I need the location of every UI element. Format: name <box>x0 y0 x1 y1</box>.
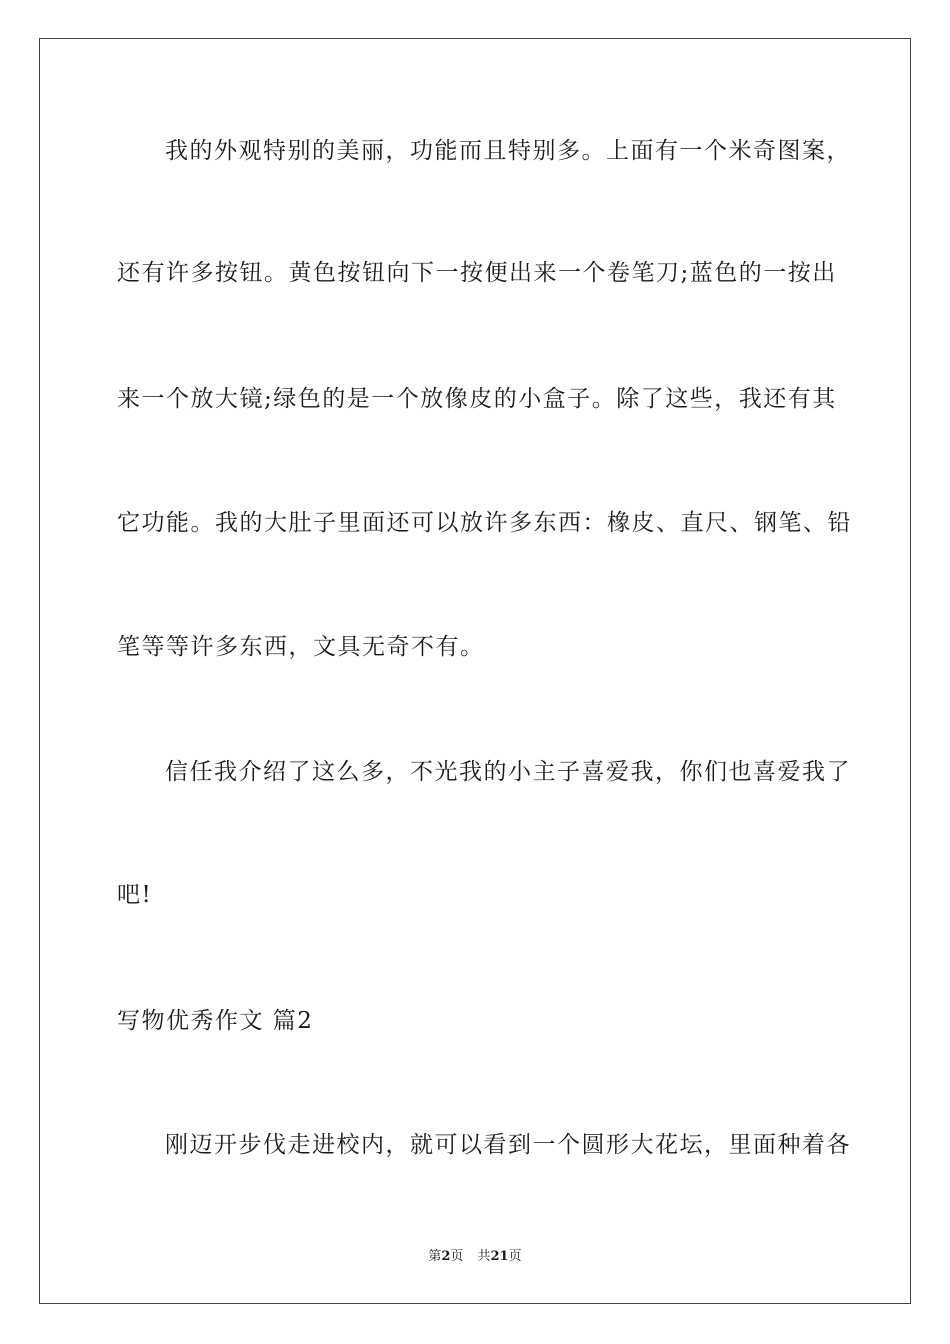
footer-total-suffix: 页 <box>508 1249 522 1264</box>
footer-page-prefix: 第 <box>428 1249 442 1264</box>
paragraph-line-1: 我的外观特别的美丽，功能而且特别多。上面有一个米奇图案， <box>165 138 851 164</box>
page-border <box>39 38 911 1304</box>
paragraph-line-6: 信任我介绍了这么多，不光我的小主子喜爱我，你们也喜爱我了 <box>165 759 851 785</box>
paragraph-line-8: 刚迈开步伐走进校内，就可以看到一个圆形大花坛，里面种着各 <box>165 1132 851 1158</box>
footer-page-suffix: 页 <box>450 1249 464 1264</box>
page-footer <box>0 1248 950 1266</box>
footer-page-number: 2 <box>441 1249 451 1264</box>
section-heading: 写物优秀作文 篇2 <box>117 1008 314 1034</box>
footer-total-prefix: 共 <box>477 1249 491 1264</box>
paragraph-line-3: 来一个放大镜;绿色的是一个放像皮的小盒子。除了这些，我还有其 <box>117 386 837 412</box>
footer-total-number: 21 <box>490 1249 509 1264</box>
paragraph-line-7: 吧! <box>117 882 153 908</box>
paragraph-line-5: 笔等等许多东西，文具无奇不有。 <box>117 634 485 660</box>
paragraph-line-4: 它功能。我的大肚子里面还可以放许多东西：橡皮、直尺、钢笔、铅 <box>117 510 852 536</box>
paragraph-line-2: 还有许多按钮。黄色按钮向下一按便出来一个卷笔刀;蓝色的一按出 <box>117 260 837 286</box>
